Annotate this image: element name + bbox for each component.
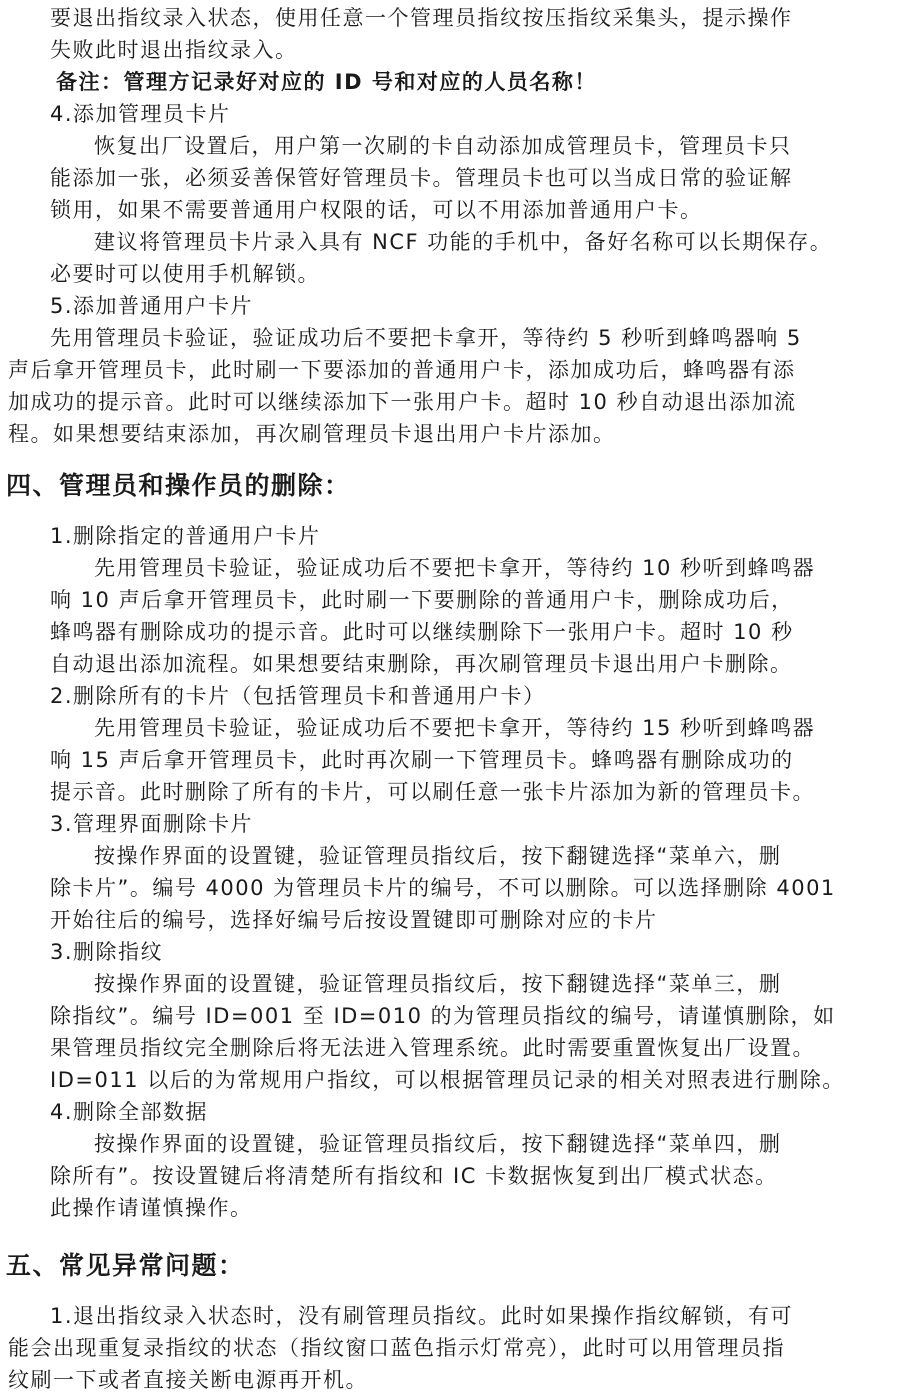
item-4-line: 建议将管理员卡片录入具有 NCF 功能的手机中，备好名称可以长期保存。 (94, 230, 833, 254)
section-5-line: 能会出现重复录指纹的状态（指纹窗口蓝色指示灯常亮），此时可以用管理员指 (8, 1336, 785, 1360)
section-4-subtitle: 1.删除指定的普通用户卡片 (50, 524, 321, 548)
section-5-line: 纹刷一下或者直接关断电源再开机。 (8, 1368, 368, 1392)
item-4-line: 能添加一张，必须妥善保管好管理员卡。管理员卡也可以当成日常的验证解 (50, 166, 793, 190)
section-4-subtitle: 2.删除所有的卡片（包括管理员卡和普通用户卡） (50, 684, 546, 708)
intro-line-1: 要退出指纹录入状态，使用任意一个管理员指纹按压指纹采集头，提示操作 (50, 6, 793, 30)
item-5-title: 5.添加普通用户卡片 (50, 294, 254, 318)
item-5-line: 先用管理员卡验证，验证成功后不要把卡拿开，等待约 5 秒听到蜂鸣器响 5 (50, 326, 802, 350)
section-4-subtitle: 3.删除指纹 (50, 940, 164, 964)
section-4-line: 除指纹”。编号 ID=001 至 ID=010 的为管理员指纹的编号，请谨慎删除，如 (50, 1004, 836, 1028)
section-4-line: 果管理员指纹完全删除后将无法进入管理系统。此时需要重置恢复出厂设置。 (50, 1036, 815, 1060)
section-4-line: 自动退出添加流程。如果想要结束删除，再次刷管理员卡退出用户卡删除。 (50, 652, 793, 676)
item-4-line: 必要时可以使用手机解锁。 (50, 262, 320, 286)
section-4-subtitle: 3.管理界面删除卡片 (50, 812, 254, 836)
item-4-line: 锁用，如果不需要普通用户权限的话，可以不用添加普通用户卡。 (50, 198, 703, 222)
section-4-line: 除卡片”。编号 4000 为管理员卡片的编号，不可以删除。可以选择删除 4001 (50, 876, 836, 900)
section-4-line: ID=011 以后的为常规用户指纹，可以根据管理员记录的相关对照表进行删除。 (50, 1068, 845, 1092)
item-5-line: 程。如果想要结束添加，再次刷管理员卡退出用户卡片添加。 (8, 422, 616, 446)
intro-line-2: 失败此时退出指纹录入。 (50, 38, 298, 62)
section-5-heading: 五、常见异常问题： (6, 1251, 245, 1280)
section-4-line: 先用管理员卡验证，验证成功后不要把卡拿开，等待约 10 秒听到蜂鸣器 (94, 556, 816, 580)
section-4-line: 提示音。此时删除了所有的卡片，可以刷任意一张卡片添加为新的管理员卡。 (50, 780, 815, 804)
item-4-line: 恢复出厂设置后，用户第一次刷的卡自动添加成管理员卡，管理员卡只 (94, 134, 792, 158)
section-4-line: 按操作界面的设置键，验证管理员指纹后，按下翻键选择“菜单六，删 (94, 844, 782, 868)
section-4-line: 蜂鸣器有删除成功的提示音。此时可以继续删除下一张用户卡。超时 10 秒 (50, 620, 794, 644)
section-4-line: 响 10 声后拿开管理员卡，此时刷一下要删除的普通用户卡，删除成功后， (50, 588, 794, 612)
section-4-subtitle: 4.删除全部数据 (50, 1100, 209, 1124)
section-4-line: 开始往后的编号，选择好编号后按设置键即可删除对应的卡片 (50, 908, 658, 932)
section-4-line: 响 15 声后拿开管理员卡，此时再次刷一下管理员卡。蜂鸣器有删除成功的 (50, 748, 794, 772)
section-4-line: 按操作界面的设置键，验证管理员指纹后，按下翻键选择“菜单三，删 (94, 972, 782, 996)
admin-note: 备注：管理方记录好对应的 ID 号和对应的人员名称！ (56, 70, 597, 94)
item-5-line: 声后拿开管理员卡，此时刷一下要添加的普通用户卡，添加成功后，蜂鸣器有添 (8, 358, 796, 382)
item-5-line: 加成功的提示音。此时可以继续添加下一张用户卡。超时 10 秒自动退出添加流 (8, 390, 797, 414)
section-4-heading: 四、管理员和操作员的删除： (6, 471, 351, 500)
section-4-line: 先用管理员卡验证，验证成功后不要把卡拿开，等待约 15 秒听到蜂鸣器 (94, 716, 816, 740)
section-4-line: 除所有”。按设置键后将清楚所有指纹和 IC 卡数据恢复到出厂模式状态。 (50, 1164, 778, 1188)
item-4-title: 4.添加管理员卡片 (50, 102, 231, 126)
section-4-line: 此操作请谨慎操作。 (50, 1196, 253, 1220)
section-4-line: 按操作界面的设置键，验证管理员指纹后，按下翻键选择“菜单四，删 (94, 1132, 782, 1156)
section-5-line: 1.退出指纹录入状态时，没有刷管理员指纹。此时如果操作指纹解锁，有可 (50, 1304, 794, 1328)
